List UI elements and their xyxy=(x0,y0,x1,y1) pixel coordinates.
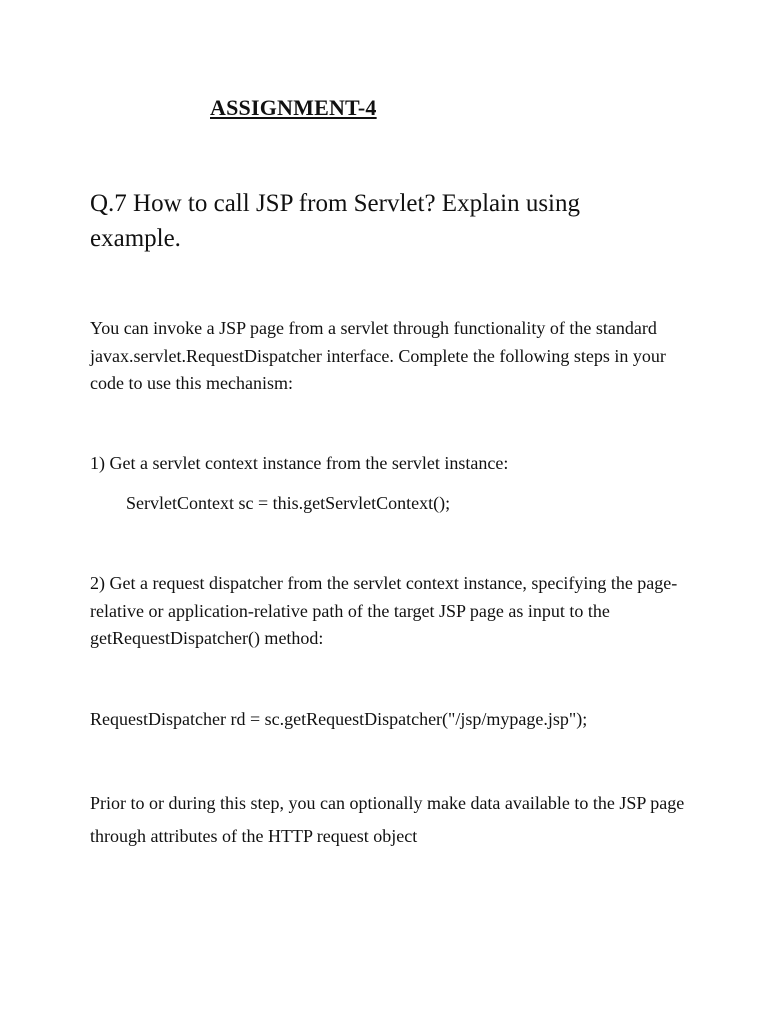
step-1-code: ServletContext sc = this.getServletContext(); xyxy=(126,493,451,513)
closing-paragraph: Prior to or during this step, you can optionally make data available to the JSP page through attributes of the HTTP request object xyxy=(90,793,685,846)
assignment-title: ASSIGNMENT-4 xyxy=(210,95,377,120)
step-2-code: RequestDispatcher rd = sc.getRequestDispatcher("/jsp/mypage.jsp"); xyxy=(90,709,588,729)
step-2-text: 2) Get a request dispatcher from the servlet context instance, specifying the page-relative or application-relative path of the target JSP page as input to the getRequestDispatcher() method: xyxy=(90,573,678,648)
question-heading: Q.7 How to call JSP from Servlet? Explain using example. xyxy=(90,190,580,252)
step-1-text: 1) Get a servlet context instance from the servlet instance: xyxy=(90,453,509,473)
intro-paragraph: You can invoke a JSP page from a servlet through functionality of the standard javax.servlet.RequestDispatcher interface. Complete the following steps in your code to use this mechanism: xyxy=(90,318,666,393)
